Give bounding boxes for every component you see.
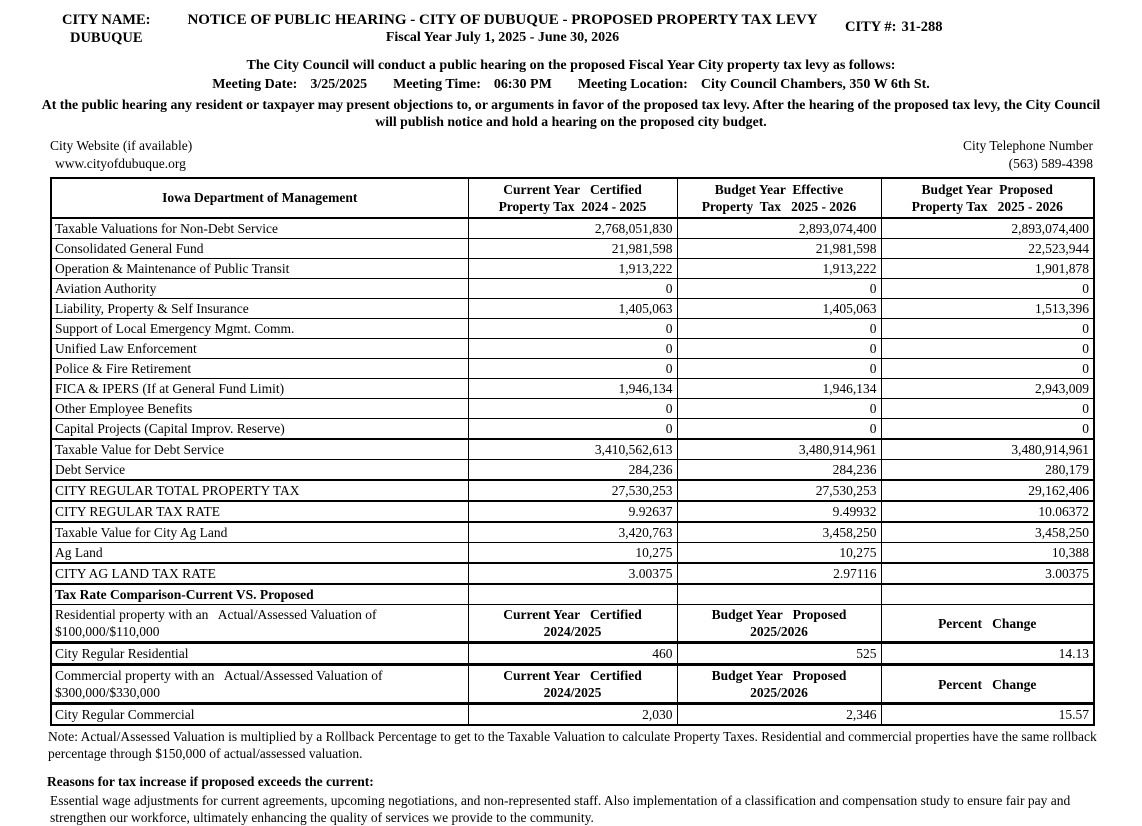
levy-row [51, 218, 1094, 239]
phone-block [963, 137, 1093, 173]
city-name-value: DUBUQUE [69, 30, 143, 46]
empty-cell [881, 584, 1094, 605]
levy-row [51, 439, 1094, 460]
cell-proposed-year: 10.06372 [881, 501, 1094, 522]
page-title: NOTICE OF PUBLIC HEARING - CITY OF DUBUQUE - PROPOSED PROPERTY TAX LEVY [187, 12, 818, 28]
cell-current-year: 460 [468, 643, 677, 665]
cell-effective-year: 21,981,598 [677, 239, 881, 259]
title-block [185, 11, 820, 47]
levy-row [51, 501, 1094, 522]
levy-row [51, 319, 1094, 339]
levy-row [51, 299, 1094, 319]
current-year-header: Current Year Certified Property Tax 2024 - 2025 [468, 178, 677, 218]
levy-row [51, 339, 1094, 359]
city-number-block [845, 19, 943, 36]
row-label: City Regular Commercial [51, 704, 468, 726]
cell-proposed-year: 3,480,914,961 [881, 439, 1094, 460]
row-label: Ag Land [51, 543, 468, 564]
cell-proposed-year: 0 [881, 419, 1094, 440]
cell-proposed-year: 3.00375 [881, 563, 1094, 584]
cell-effective-year: 0 [677, 419, 881, 440]
header-line: 2025/2026 [750, 685, 808, 700]
cell-effective-year: 0 [677, 339, 881, 359]
cell-proposed-year: 2,346 [677, 704, 881, 726]
row-label: FICA & IPERS (If at General Fund Limit) [51, 379, 468, 399]
cell-current-year: 3,410,562,613 [468, 439, 677, 460]
cell-proposed-year: 525 [677, 643, 881, 665]
row-label: Capital Projects (Capital Improv. Reserve) [51, 419, 468, 440]
levy-row [51, 379, 1094, 399]
city-number-value: 31-288 [901, 19, 943, 35]
cell-proposed-year: 2,893,074,400 [881, 218, 1094, 239]
hearing-intro: The City Council will conduct a public hearing on the proposed Fiscal Year City property tax levy as follows: [246, 58, 896, 73]
cell-effective-year: 27,530,253 [677, 480, 881, 501]
current-year-subheader [468, 665, 677, 704]
department-header: Iowa Department of Management [51, 178, 468, 218]
cell-proposed-year: 0 [881, 319, 1094, 339]
header-line: Budget Year Proposed [711, 607, 847, 622]
meeting-date-value: 3/25/2025 [310, 77, 368, 92]
levy-row [51, 239, 1094, 259]
levy-table [50, 177, 1095, 726]
row-label: City Regular Residential [51, 643, 468, 665]
row-label: Liability, Property & Self Insurance [51, 299, 468, 319]
phone-label: City Telephone Number [962, 138, 1093, 153]
cell-proposed-year: 3,458,250 [881, 522, 1094, 543]
website-label: City Website (if available) [50, 138, 193, 153]
cell-effective-year: 3,458,250 [677, 522, 881, 543]
meeting-location-value: City Council Chambers, 350 W 6th St. [700, 77, 930, 92]
cell-current-year: 0 [468, 279, 677, 299]
document-header [0, 0, 1142, 56]
proposed-year-subheader [677, 665, 881, 704]
row-label: Consolidated General Fund [51, 239, 468, 259]
row-label: CITY REGULAR TAX RATE [51, 501, 468, 522]
cell-proposed-year: 0 [881, 279, 1094, 299]
current-year-subheader [468, 605, 677, 643]
cell-effective-year: 2.97116 [677, 563, 881, 584]
comparison-label [51, 605, 468, 643]
cell-effective-year: 0 [677, 319, 881, 339]
header-line: Current Year Certified [503, 607, 642, 622]
cell-effective-year: 1,946,134 [677, 379, 881, 399]
cell-effective-year: 1,913,222 [677, 259, 881, 279]
cell-current-year: 1,913,222 [468, 259, 677, 279]
levy-row [51, 460, 1094, 481]
cell-proposed-year: 22,523,944 [881, 239, 1094, 259]
proposed-year-subheader [677, 605, 881, 643]
cell-proposed-year: 280,179 [881, 460, 1094, 481]
header-line: 2025/2026 [750, 624, 808, 639]
fiscal-year-subtitle: Fiscal Year July 1, 2025 - June 30, 2026 [385, 30, 620, 45]
effective-year-header: Budget Year Effective Property Tax 2025 - 2026 [677, 178, 881, 218]
cell-current-year: 10,275 [468, 543, 677, 564]
cell-effective-year: 1,405,063 [677, 299, 881, 319]
reasons-section [47, 773, 1142, 826]
cell-effective-year: 284,236 [677, 460, 881, 481]
contact-row [50, 137, 1093, 173]
meeting-time-label: Meeting Time: [393, 77, 481, 92]
cell-percent-change: 15.57 [881, 704, 1094, 726]
website-block [50, 137, 192, 173]
cell-current-year: 0 [468, 399, 677, 419]
cell-current-year: 27,530,253 [468, 480, 677, 501]
row-label: Aviation Authority [51, 279, 468, 299]
reasons-body: Essential wage adjustments for current agreements, upcoming negotiations, and non-represented staff. Also implementation of a classification and compensation study to ensure fair pay and strengthen our workforce, ultimately enhancing the quality of services we provide to the community. [50, 793, 1071, 825]
cell-current-year: 2,030 [468, 704, 677, 726]
row-label: Other Employee Benefits [51, 399, 468, 419]
row-label: Taxable Value for City Ag Land [51, 522, 468, 543]
comparison-label-line2: $100,000/$110,000 [55, 624, 160, 639]
comparison-header-row [51, 665, 1094, 704]
hearing-notice: At the public hearing any resident or taxpayer may present objections to, or arguments in favor of the proposed tax levy. After the hearing of the proposed tax levy, the City Council will publish notice and hold a hearing on the proposed city budget. [41, 97, 1101, 129]
empty-cell [468, 584, 677, 605]
reasons-heading: Reasons for tax increase if proposed exceeds the current: [47, 774, 374, 789]
cell-proposed-year: 0 [881, 359, 1094, 379]
cell-current-year: 2,768,051,830 [468, 218, 677, 239]
levy-row [51, 399, 1094, 419]
cell-current-year: 0 [468, 319, 677, 339]
comparison-label-line1: Residential property with an Actual/Assessed Valuation of [55, 607, 377, 622]
cell-proposed-year: 2,943,009 [881, 379, 1094, 399]
meeting-time-value: 06:30 PM [493, 77, 552, 92]
comparison-label-line1: Commercial property with an Actual/Assessed Valuation of [55, 668, 383, 683]
percent-change-subheader: Percent Change [881, 665, 1094, 704]
comparison-label [51, 665, 468, 704]
row-label: Taxable Value for Debt Service [51, 439, 468, 460]
website-url: www.cityofdubuque.org [55, 156, 186, 171]
levy-row [51, 259, 1094, 279]
city-name-block [62, 11, 150, 47]
comparison-header-row [51, 605, 1094, 643]
cell-current-year: 1,946,134 [468, 379, 677, 399]
row-label: Police & Fire Retirement [51, 359, 468, 379]
meeting-info-line [0, 75, 1142, 94]
cell-proposed-year: 1,901,878 [881, 259, 1094, 279]
cell-current-year: 0 [468, 339, 677, 359]
row-label: Support of Local Emergency Mgmt. Comm. [51, 319, 468, 339]
header-line: 2024/2025 [543, 685, 602, 700]
row-label: CITY AG LAND TAX RATE [51, 563, 468, 584]
cell-effective-year: 10,275 [677, 543, 881, 564]
comparison-data-row [51, 704, 1094, 726]
city-name-label: CITY NAME: [62, 12, 151, 28]
cell-current-year: 0 [468, 359, 677, 379]
cell-effective-year: 2,893,074,400 [677, 218, 881, 239]
city-number-label: CITY #: [845, 19, 897, 35]
proposed-year-header: Budget Year Proposed Property Tax 2025 - 2026 [881, 178, 1094, 218]
cell-current-year: 21,981,598 [468, 239, 677, 259]
cell-proposed-year: 1,513,396 [881, 299, 1094, 319]
comparison-section-title: Tax Rate Comparison-Current VS. Proposed [51, 584, 468, 605]
comparison-label-line2: $300,000/$330,000 [55, 685, 161, 700]
phone-number: (563) 589-4398 [1008, 156, 1093, 171]
hearing-section [0, 56, 1142, 130]
levy-table-header-row [51, 178, 1094, 218]
levy-row [51, 522, 1094, 543]
levy-row [51, 543, 1094, 564]
header-line: Current Year Certified [503, 668, 642, 683]
cell-effective-year: 0 [677, 279, 881, 299]
cell-proposed-year: 0 [881, 339, 1094, 359]
percent-change-subheader: Percent Change [881, 605, 1094, 643]
levy-row [51, 359, 1094, 379]
empty-cell [677, 584, 881, 605]
row-label: Taxable Valuations for Non-Debt Service [51, 218, 468, 239]
row-label: CITY REGULAR TOTAL PROPERTY TAX [51, 480, 468, 501]
cell-effective-year: 0 [677, 359, 881, 379]
row-label: Operation & Maintenance of Public Transit [51, 259, 468, 279]
levy-row [51, 480, 1094, 501]
cell-current-year: 1,405,063 [468, 299, 677, 319]
row-label: Debt Service [51, 460, 468, 481]
levy-row [51, 279, 1094, 299]
header-line: Budget Year Proposed [711, 668, 847, 683]
cell-proposed-year: 0 [881, 399, 1094, 419]
cell-current-year: 284,236 [468, 460, 677, 481]
cell-current-year: 3,420,763 [468, 522, 677, 543]
cell-proposed-year: 29,162,406 [881, 480, 1094, 501]
cell-current-year: 9.92637 [468, 501, 677, 522]
header-line: 2024/2025 [543, 624, 602, 639]
row-label: Unified Law Enforcement [51, 339, 468, 359]
meeting-date-label: Meeting Date: [212, 77, 298, 92]
meeting-location-label: Meeting Location: [577, 77, 688, 92]
cell-effective-year: 3,480,914,961 [677, 439, 881, 460]
rollback-note: Note: Actual/Assessed Valuation is multiplied by a Rollback Percentage to get to the Taxable Valuation to calculate Property Taxes. Residential and commercial properties have the same rollback percentage through $150,000 of actual/assessed valuation. [48, 729, 1097, 761]
levy-row [51, 419, 1094, 440]
cell-effective-year: 9.49932 [677, 501, 881, 522]
cell-proposed-year: 10,388 [881, 543, 1094, 564]
cell-effective-year: 0 [677, 399, 881, 419]
cell-current-year: 3.00375 [468, 563, 677, 584]
cell-percent-change: 14.13 [881, 643, 1094, 665]
levy-row [51, 563, 1094, 584]
comparison-section-row [51, 584, 1094, 605]
comparison-data-row [51, 643, 1094, 665]
levy-table-body [51, 218, 1094, 725]
cell-current-year: 0 [468, 419, 677, 440]
